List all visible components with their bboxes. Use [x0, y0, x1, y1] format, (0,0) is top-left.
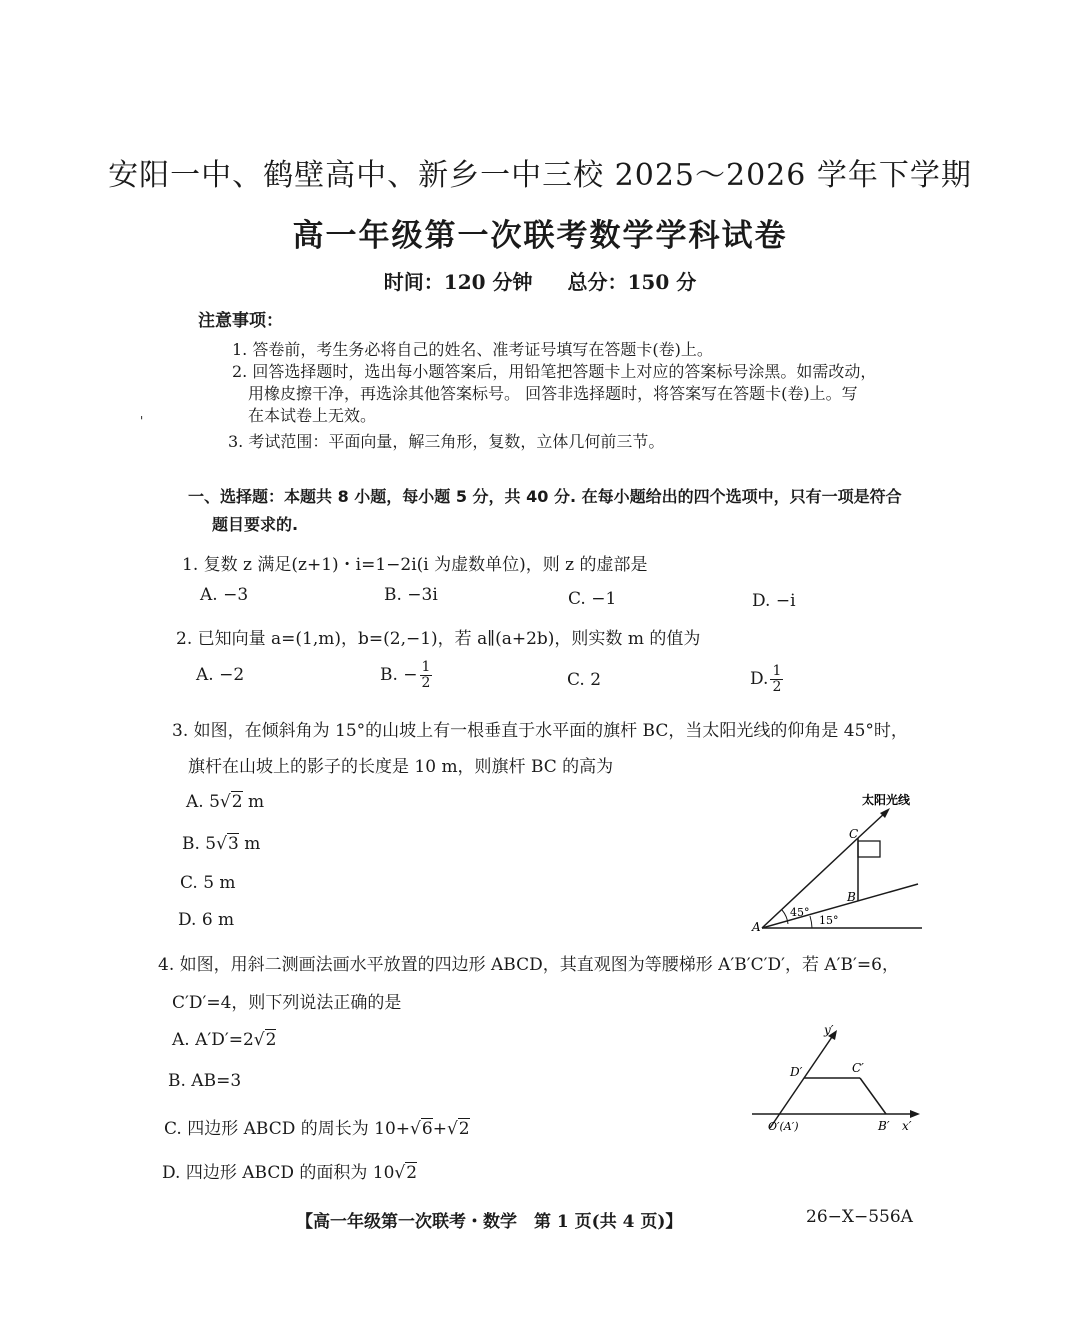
notice-item-2-line1: 2. 回答选择题时，选出每小题答案后，用铅笔把答题卡上对应的答案标号涂黑。如需改动，	[232, 362, 877, 381]
question-4-stem-line2: C′D′=4，则下列说法正确的是	[172, 993, 402, 1013]
label-point-d: D′	[790, 1065, 803, 1079]
notice-item-3: 3. 考试范围：平面向量，解三角形，复数，立体几何前三节。	[228, 432, 665, 451]
plus-sign: +	[432, 1119, 447, 1139]
sqrt-symbol: √	[253, 1030, 265, 1050]
question-4-option-d	[162, 1158, 417, 1183]
label-point-a: A	[752, 920, 761, 934]
section-1-instruction-line1: 一、选择题：本题共 8 小题，每小题 5 分，共 40 分. 在每小题给出的四个选项中，只有一项是符合	[188, 487, 902, 506]
radicand: 2	[406, 1163, 418, 1183]
question-1-option-d: D. −i	[752, 591, 796, 611]
notice-item-2-line3: 在本试卷上无效。	[248, 406, 377, 425]
unit: m	[244, 834, 261, 854]
exam-title-line1: 安阳一中、鹤壁高中、新乡一中三校 2025～2026 学年下学期	[108, 158, 972, 193]
question-2-option-d-prefix: D.	[750, 669, 769, 689]
question-3-option-b	[182, 834, 260, 854]
page-footer-label: 【高一年级第一次联考・数学 第 1 页(共 4 页)】	[296, 1212, 683, 1232]
fraction-denominator: 2	[421, 675, 431, 691]
label-x-axis: x′	[902, 1119, 912, 1133]
label-y-axis: y′	[824, 1023, 834, 1037]
trapezoid-diagram	[748, 1020, 930, 1138]
question-4-stem-line1: 4. 如图，用斜二测画法画水平放置的四边形 ABCD，其直观图为等腰梯形 A′B′C′D′，若 A′B′=6，	[158, 955, 899, 975]
question-1-option-c: C. −1	[568, 589, 617, 609]
exam-time: 时间：120 分钟	[383, 270, 533, 294]
question-4-option-c	[164, 1114, 470, 1139]
sqrt-symbol: √	[219, 792, 231, 812]
question-2-option-d	[750, 664, 783, 695]
segment-c-b	[860, 1078, 886, 1114]
notice-item-2-line2: 用橡皮擦干净，再选涂其他答案标号。 回答非选择题时，将答案写在答题卡(卷)上。写	[248, 384, 858, 403]
flagpole-diagram	[750, 786, 930, 936]
fraction-one-half	[420, 660, 433, 691]
label-angle-15: 15°	[819, 914, 839, 927]
question-2-option-b	[380, 660, 432, 691]
radicand: 2	[231, 792, 243, 812]
fraction-one-half	[770, 664, 783, 695]
exam-total-score: 总分：150 分	[567, 270, 697, 294]
notice-heading: 注意事项：	[198, 311, 283, 331]
question-3-option-a	[186, 792, 264, 812]
label-point-c: C′	[852, 1061, 864, 1075]
margin-mark: ꞌ	[140, 414, 144, 428]
sqrt-symbol: √	[410, 1119, 421, 1139]
sunlight-arrow-shaft	[858, 812, 886, 838]
question-4-option-a-prefix: A. A′D′=2	[172, 1030, 254, 1050]
fraction-numerator: 1	[772, 663, 782, 679]
question-1-option-a: A. −3	[200, 585, 249, 605]
sqrt-symbol: √	[394, 1163, 406, 1183]
question-1-stem: 1. 复数 z 满足(z+1)・i=1−2i(i 为虚数单位)，则 z 的虚部是	[182, 555, 648, 575]
radicand: 2	[458, 1119, 470, 1139]
fraction-denominator: 2	[772, 679, 782, 695]
question-3-option-a-prefix: A. 5	[186, 792, 220, 812]
question-4-option-a	[172, 1030, 276, 1050]
question-2-stem: 2. 已知向量 a=(1,m)，b=(2,−1)，若 a∥(a+2b)，则实数 m 的值为	[176, 629, 701, 649]
label-point-b: B′	[878, 1119, 890, 1133]
label-point-c: C	[849, 827, 859, 841]
page-footer-code: 26−X−556A	[806, 1207, 913, 1227]
notice-item-1: 1. 答卷前，考生务必将自己的姓名、准考证号填写在答题卡(卷)上。	[232, 340, 713, 359]
angle-arc-15	[810, 916, 812, 928]
question-3-option-c: C. 5 m	[180, 873, 236, 893]
question-3-stem-line2: 旗杆在山坡上的影子的长度是 10 m，则旗杆 BC 的高为	[188, 757, 614, 777]
question-3-option-b-prefix: B. 5	[182, 834, 217, 854]
radicand: 3	[227, 834, 239, 854]
unit: m	[247, 792, 265, 812]
question-3-option-d: D. 6 m	[178, 910, 235, 930]
exam-title-line2: 高一年级第一次联考数学学科试卷	[292, 218, 788, 254]
question-4-option-c-prefix: C. 四边形 ABCD 的周长为 10+	[164, 1119, 411, 1139]
flag-icon	[858, 841, 880, 857]
label-origin: O′(A′)	[768, 1120, 799, 1133]
exam-meta	[0, 266, 1080, 295]
fraction-numerator: 1	[421, 659, 431, 675]
section-1-instruction-line2: 题目要求的.	[212, 515, 299, 534]
label-point-b: B	[847, 890, 856, 904]
question-1-option-b: B. −3i	[384, 585, 438, 605]
question-2-option-c: C. 2	[567, 670, 602, 690]
question-3-stem-line1: 3. 如图，在倾斜角为 15°的山坡上有一根垂直于水平面的旗杆 BC，当太阳光线的仰角是 45°时，	[172, 721, 908, 741]
label-sunlight: 太阳光线	[862, 793, 911, 807]
radicand: 6	[421, 1119, 433, 1139]
question-4-option-d-prefix: D. 四边形 ABCD 的面积为 10	[162, 1163, 395, 1183]
question-2-option-a: A. −2	[196, 665, 245, 685]
question-4-option-b: B. AB=3	[168, 1071, 242, 1091]
label-angle-45: 45°	[790, 906, 810, 919]
radicand: 2	[265, 1030, 277, 1050]
question-2-option-b-prefix: B. −	[380, 665, 418, 685]
x-axis-arrow-icon	[910, 1110, 920, 1118]
sqrt-symbol: √	[216, 834, 227, 854]
sqrt-symbol: √	[446, 1119, 458, 1139]
